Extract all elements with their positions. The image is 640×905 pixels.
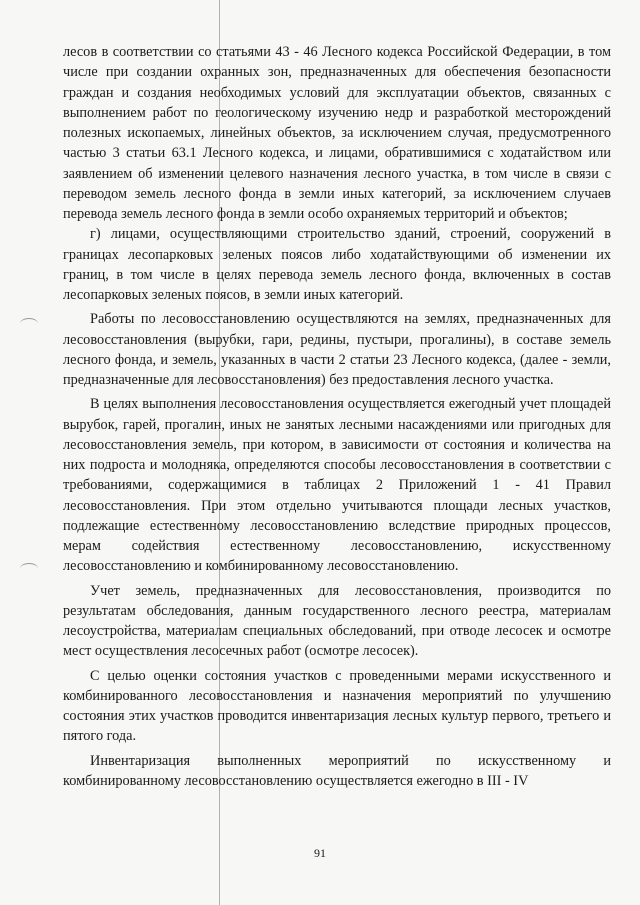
paragraph: лесов в соответствии со статьями 43 - 46 Лесного кодекса Российской Федерации, в том числе при создании охранных зон, предназначенных для обеспечения безопасности граждан и создания необходимых условий для эксплуатации объектов, связанных с выполнением работ по геологическому изучению недр и разработкой месторождений полезных ископаемых, линейных объектов, за исключением случая, предусмотренного частью 3 статьи 63.1 Лесного кодекса, и лицами, обратившимися с ходатайством или заявлением об изменении целевого назначения лесного участка, в том числе в связи с переводом земель лесного фонда в земли иных категорий, за исключением случаев перевода земель лесного фонда в земли особо охраняемых территорий и объектов;: [63, 44, 611, 222]
paragraph: С целью оценки состояния участков с проведенными мерами искусственного и комбинированного лесовосстановления и назначения мероприятий по улучшению состояния этих участков проводится инвентаризация лесных культур первого, третьего и пятого года.: [63, 667, 611, 745]
paragraph: Учет земель, предназначенных для лесовосстановления, производится по результатам обследования, данным государственного лесного реестра, материалам лесоустройства, материалам специальных обследований, при отводе лесосек и осмотре мест осуществления лесосечных работ (осмотре лесосек).: [63, 582, 611, 660]
paragraph: Работы по лесовосстановлению осуществляются на землях, предназначенных для лесовосстановления (вырубки, гари, редины, пустыри, прогалины), в составе земель лесного фонда, и земель, указанных в части 2 статьи 23 Лесного кодекса, (далее - земли, предназначенные для лесовосстановления) без предоставления лесного участка.: [63, 311, 611, 388]
punch-hole-mark-icon: [20, 563, 38, 574]
paragraph: В целях выполнения лесовосстановления осуществляется ежегодный учет площадей вырубок, гарей, прогалин, иных не занятых лесными насаждениями или пригодных для лесовосстановления земель, при котором, в зависимости от состояния и количества на них подроста и молодняка, определяются способы лесовосстановления в соответствии с требованиями, содержащимися в таблицах 2 Приложений 1 - 41 Правил лесовосстановления. При этом отдельно учитываются площади лесных участков, подлежащие естественному лесовосстановлению вследствие природных процессов, мерам содействия естественному лесовосстановлению, искусственному лесовосстановлению и комбинированному лесовосстановлению.: [63, 396, 611, 575]
paragraph: г) лицами, осуществляющими строительство зданий, строений, сооружений в границах лесопарковых зеленых поясов либо ходатайствующими об изменении их границ, в том числе в целях перевода земель лесного фонда, включенных в состав лесопарковых зеленых поясов, в земли иных категорий.: [63, 226, 611, 303]
paragraph: Инвентаризация выполненных мероприятий по искусственному и комбинированному лесовосстановлению осуществляется ежегодно в III - IV: [63, 752, 611, 789]
punch-hole-mark-icon: [20, 318, 38, 329]
page-number: 91: [314, 846, 326, 860]
body-text: [63, 42, 611, 791]
